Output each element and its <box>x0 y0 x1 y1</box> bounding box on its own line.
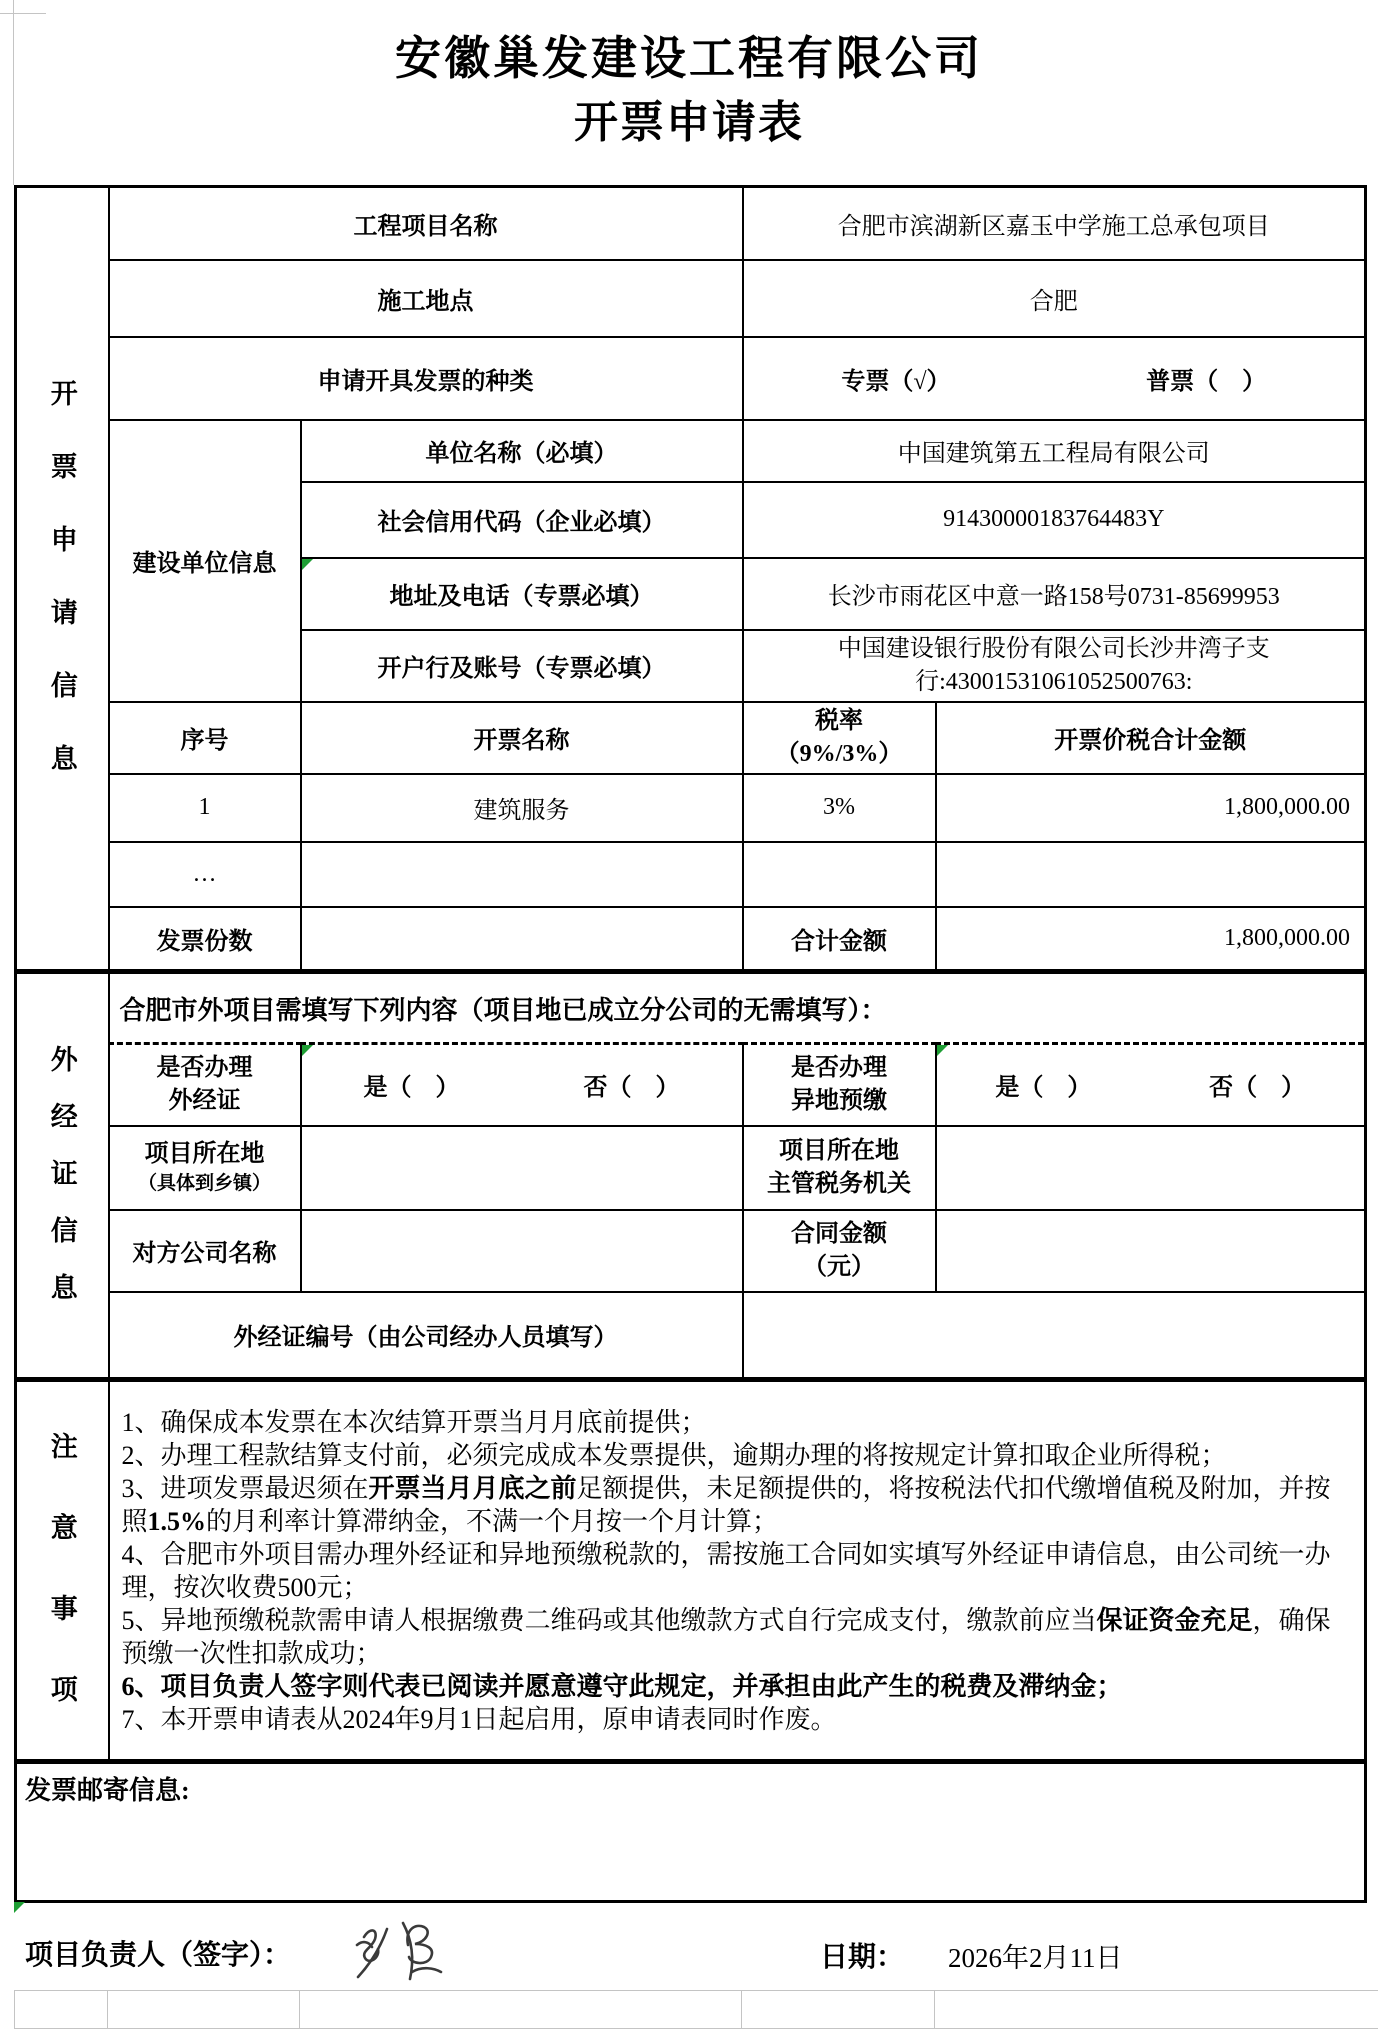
faint-gridline <box>14 2028 1378 2029</box>
handwritten-signature[interactable] <box>348 1913 460 1996</box>
cell-comment-marker-icon <box>937 1045 948 1056</box>
faint-gridline <box>107 1990 108 2028</box>
contract-amount-value-empty-cell[interactable] <box>936 1210 1366 1292</box>
project-location-label <box>109 1126 301 1210</box>
section-head-notes <box>16 1380 109 1762</box>
form-title: 开票申请表 <box>574 98 804 147</box>
need-foreign-cert-label <box>109 1044 301 1126</box>
date-value[interactable]: 2026年2月11日 <box>948 1943 1123 1973</box>
section-head-label: 开票申请信息 <box>46 379 77 817</box>
note-item: 4、合肥市外项目需办理外经证和异地预缴税款的，需按施工合同如实填写外经证申请信息，由公司统一办理，按次收费500元； <box>121 1539 1331 1602</box>
invoice-type-value <box>743 337 1366 420</box>
date-label: 日期： <box>820 1942 905 1973</box>
row2-amount-empty-cell[interactable] <box>936 842 1366 907</box>
counterparty-company-value-empty-cell[interactable] <box>301 1210 743 1292</box>
project-location-line2: （具体到乡镇） <box>137 1172 271 1194</box>
address-phone-value[interactable]: 长沙市雨花区中意一路158号0731-85699953 <box>743 558 1366 630</box>
note-item: 6、项目负责人签字则代表已阅读并愿意遵守此规定，并承担由此产生的税费及滞纳金； <box>121 1671 1123 1701</box>
column-header-rate <box>743 702 936 774</box>
invoice-type-general-checkbox[interactable]: 普票（ ） <box>1146 368 1267 395</box>
project-name-label: 工程项目名称 <box>109 187 743 260</box>
need-remote-prepay-label <box>743 1044 936 1126</box>
faint-gridline <box>0 13 46 14</box>
foreign-cert-number-label: 外经证编号（由公司经办人员填写） <box>109 1292 743 1380</box>
invoice-type-label: 申请开具发票的种类 <box>109 337 743 420</box>
remote-prepay-no-checkbox[interactable]: 否（ ） <box>1209 1075 1306 1102</box>
section-head-invoice-apply-info <box>16 187 109 972</box>
section-head-label: 注意事项 <box>46 1432 77 1756</box>
credit-code-value[interactable]: 91430000183764483Y <box>743 482 1366 558</box>
need-foreign-cert-line1: 是否办理 <box>156 1055 253 1082</box>
address-phone-label <box>301 558 743 630</box>
contract-amount-line1: 合同金额 <box>791 1221 887 1248</box>
row2-seq[interactable]: … <box>109 842 301 907</box>
contract-amount-label <box>743 1210 936 1292</box>
cell-comment-marker-icon <box>302 1045 313 1056</box>
column-header-name: 开票名称 <box>301 702 743 774</box>
application-form-table <box>14 185 1367 1903</box>
row1-seq[interactable]: 1 <box>109 774 301 842</box>
faint-gridline <box>14 1990 15 2028</box>
credit-code-label: 社会信用代码（企业必填） <box>301 482 743 558</box>
project-location-line1: 项目所在地 <box>144 1141 265 1168</box>
project-manager-sign-label: 项目负责人（签字）： <box>25 1940 292 1971</box>
need-remote-prepay-line2: 异地预缴 <box>791 1087 887 1114</box>
faint-gridline <box>741 1990 742 2028</box>
need-remote-prepay-line1: 是否办理 <box>791 1055 887 1082</box>
invoice-type-special-checkbox[interactable]: 专票（√） <box>841 368 951 395</box>
note-item: 1、确保成本发票在本次结算开票当月月底前提供； <box>121 1407 707 1437</box>
row1-name[interactable]: 建筑服务 <box>301 774 743 842</box>
construction-site-value[interactable]: 合肥 <box>743 260 1366 337</box>
tax-authority-label <box>743 1126 936 1210</box>
row2-rate-empty-cell[interactable] <box>743 842 936 907</box>
total-amount-value[interactable]: 1,800,000.00 <box>936 907 1366 972</box>
tax-authority-value-empty-cell[interactable] <box>936 1126 1366 1210</box>
invoice-copies-value-empty-cell[interactable] <box>301 907 743 972</box>
total-amount-label: 合计金额 <box>743 907 936 972</box>
column-header-seq: 序号 <box>109 702 301 774</box>
unit-name-label: 单位名称（必填） <box>301 420 743 482</box>
row1-rate[interactable]: 3% <box>743 774 936 842</box>
project-location-value-empty-cell[interactable] <box>301 1126 743 1210</box>
remote-prepay-answer-cell <box>936 1044 1366 1126</box>
note-item: 2、办理工程款结算支付前，必须完成成本发票提供，逾期办理的将按规定计算扣取企业所得税； <box>121 1440 1227 1470</box>
company-title: 安徽巢发建设工程有限公司 <box>395 33 983 84</box>
bank-account-line2: 行:43001531061052500763: <box>915 668 1193 695</box>
section-head-label: 外经证信息 <box>46 1044 77 1330</box>
unit-name-value[interactable]: 中国建筑第五工程局有限公司 <box>743 420 1366 482</box>
outside-hefei-instruction: 合肥市外项目需填写下列内容（项目地已成立分公司的无需填写）： <box>109 972 1366 1044</box>
section-head-foreign-cert-info <box>16 972 109 1380</box>
invoice-copies-label: 发票份数 <box>109 907 301 972</box>
address-phone-label-text: 地址及电话（专票必填） <box>389 584 654 610</box>
rate-header-line2: （9%/3%） <box>775 740 903 767</box>
note-item: 7、本开票申请表从2024年9月1日起启用，原申请表同时作废。 <box>121 1704 837 1734</box>
foreign-cert-answer-cell <box>301 1044 743 1126</box>
foreign-cert-yes-checkbox[interactable]: 是（ ） <box>363 1075 460 1102</box>
column-header-amount: 开票价税合计金额 <box>936 702 1366 774</box>
faint-gridline <box>299 1990 300 2028</box>
cell-comment-marker-icon <box>302 559 313 570</box>
bank-account-label: 开户行及账号（专票必填） <box>301 630 743 702</box>
counterparty-company-label: 对方公司名称 <box>109 1210 301 1292</box>
rate-header-line1: 税率 <box>815 708 863 735</box>
bank-account-line1: 中国建设银行股份有限公司长沙井湾子支 <box>837 636 1270 663</box>
note-item: 3、进项发票最迟须在开票当月月底之前足额提供，未足额提供的，将按税法代扣代缴增值税及附加，并按照1.5%的月利率计算滞纳金，不满一个月按一个月计算； <box>121 1473 1331 1536</box>
signature-row <box>0 1905 1378 1990</box>
faint-gridline <box>934 1990 935 2028</box>
row2-name-empty-cell[interactable] <box>301 842 743 907</box>
remote-prepay-yes-checkbox[interactable]: 是（ ） <box>995 1075 1092 1102</box>
faint-gridline <box>14 1990 1378 1991</box>
row1-amount[interactable]: 1,800,000.00 <box>936 774 1366 842</box>
need-foreign-cert-line2: 外经证 <box>168 1087 241 1114</box>
invoice-mail-info-cell[interactable]: 发票邮寄信息: <box>16 1762 1366 1902</box>
contract-amount-line2: （元） <box>803 1253 875 1280</box>
note-item: 5、异地预缴税款需申请人根据缴费二维码或其他缴款方式自行完成支付，缴款前应当保证资金充足，确保预缴一次性扣款成功； <box>121 1605 1331 1668</box>
foreign-cert-number-value-empty-cell[interactable] <box>743 1292 1366 1380</box>
builder-info-group-label: 建设单位信息 <box>109 420 301 702</box>
foreign-cert-no-checkbox[interactable]: 否（ ） <box>583 1075 680 1102</box>
tax-authority-line2: 主管税务机关 <box>767 1170 911 1197</box>
bank-account-value[interactable] <box>743 630 1366 702</box>
notes-content <box>109 1380 1366 1762</box>
construction-site-label: 施工地点 <box>109 260 743 337</box>
faint-gridline <box>13 0 14 185</box>
project-name-value[interactable]: 合肥市滨湖新区嘉玉中学施工总承包项目 <box>743 187 1366 260</box>
tax-authority-line1: 项目所在地 <box>779 1138 899 1165</box>
